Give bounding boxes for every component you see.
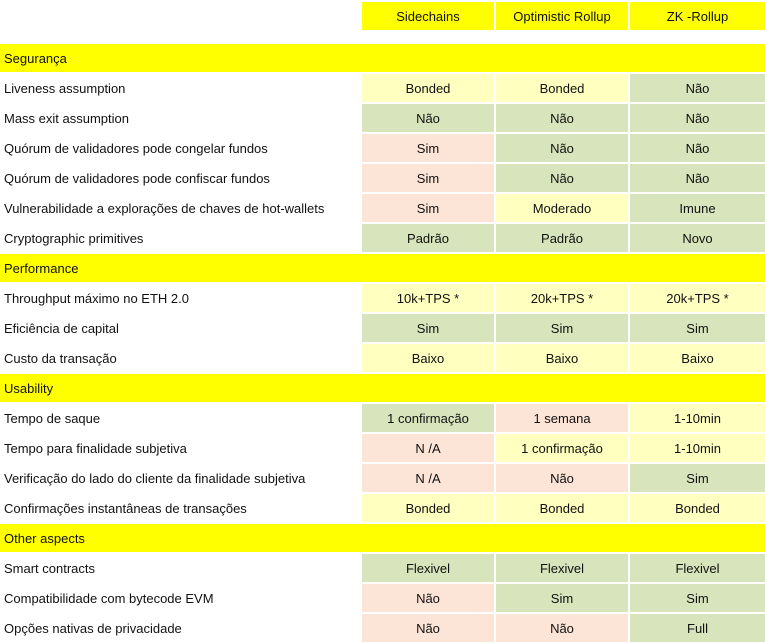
table-cell: Não (630, 74, 765, 102)
table-cell: 1-10min (630, 434, 765, 462)
table-cell: Baixo (496, 344, 628, 372)
table-row (0, 194, 765, 224)
table-row (0, 464, 765, 494)
row-label: Tempo de saque (4, 410, 101, 426)
table-row (0, 404, 765, 434)
row-label: Quórum de validadores pode confiscar fundos (4, 170, 270, 186)
table-row (0, 344, 765, 374)
row-label: Smart contracts (4, 560, 96, 576)
column-header-zk-rollup: ZK -Rollup (630, 2, 765, 30)
table-cell: Sim (630, 464, 765, 492)
table-cell: Não (630, 164, 765, 192)
table-cell: Flexivel (496, 554, 628, 582)
table-cell: Não (496, 104, 628, 132)
table-row (0, 584, 765, 614)
table-cell: Moderado (496, 194, 628, 222)
table-cell: Sim (496, 314, 628, 342)
table-row (0, 104, 765, 134)
table-cell: 20k+TPS * (630, 284, 765, 312)
table-cell: Sim (630, 584, 765, 612)
table-cell: Sim (362, 314, 494, 342)
table-cell: Não (362, 614, 494, 642)
section-header: Segurança (0, 44, 765, 72)
column-header-sidechains: Sidechains (362, 2, 494, 30)
table-cell: N /A (362, 434, 494, 462)
table-row (0, 614, 765, 644)
table-row (0, 494, 765, 524)
section-header: Usability (0, 374, 765, 402)
row-label: Eficiência de capital (4, 320, 119, 336)
table-row (0, 554, 765, 584)
table-cell: Flexivel (362, 554, 494, 582)
table-cell: Não (496, 134, 628, 162)
table-cell: Sim (362, 194, 494, 222)
table-cell: Não (362, 584, 494, 612)
row-label: Confirmações instantâneas de transações (4, 500, 247, 516)
table-cell: Bonded (362, 494, 494, 522)
table-cell: 10k+TPS * (362, 284, 494, 312)
table-cell: Sim (362, 134, 494, 162)
table-row (0, 74, 765, 104)
table-cell: Não (630, 134, 765, 162)
row-label: Throughput máximo no ETH 2.0 (4, 290, 189, 306)
table-cell: N /A (362, 464, 494, 492)
table-cell: Não (630, 104, 765, 132)
table-cell: Não (496, 164, 628, 192)
table-row (0, 134, 765, 164)
table-cell: Não (362, 104, 494, 132)
table-cell: Sim (496, 584, 628, 612)
table-cell: Novo (630, 224, 765, 252)
section-header: Performance (0, 254, 765, 282)
table-cell: 1 semana (496, 404, 628, 432)
table-row (0, 314, 765, 344)
table-cell: Bonded (496, 74, 628, 102)
row-label: Mass exit assumption (4, 110, 129, 126)
header-row (0, 0, 765, 32)
row-label: Verificação do lado do cliente da finalidade subjetiva (4, 470, 306, 486)
row-label: Quórum de validadores pode congelar fundos (4, 140, 268, 156)
column-header-optimistic-rollup: Optimistic Rollup (496, 2, 628, 30)
row-label: Liveness assumption (4, 80, 126, 96)
table-cell: Full (630, 614, 765, 642)
table-cell: Não (496, 614, 628, 642)
row-label: Tempo para finalidade subjetiva (4, 440, 187, 456)
table-cell: Bonded (362, 74, 494, 102)
table-row (0, 224, 765, 254)
table-cell: Imune (630, 194, 765, 222)
row-label: Vulnerabilidade a explorações de chaves de hot-wallets (4, 200, 325, 216)
table-cell: 1 confirmação (362, 404, 494, 432)
table-cell: Bonded (496, 494, 628, 522)
table-body (0, 44, 765, 644)
header-blank (0, 0, 362, 32)
table-cell: Padrão (362, 224, 494, 252)
section-header: Other aspects (0, 524, 765, 552)
table-cell: Padrão (496, 224, 628, 252)
table-row (0, 284, 765, 314)
row-label: Opções nativas de privacidade (4, 620, 182, 636)
table-cell: Bonded (630, 494, 765, 522)
table-cell: Sim (630, 314, 765, 342)
table-cell: 20k+TPS * (496, 284, 628, 312)
table-cell: Flexivel (630, 554, 765, 582)
table-cell: Não (496, 464, 628, 492)
table-row (0, 164, 765, 194)
table-row (0, 434, 765, 464)
table-cell: Sim (362, 164, 494, 192)
row-label: Cryptographic primitives (4, 230, 144, 246)
table-cell: 1-10min (630, 404, 765, 432)
row-label: Custo da transação (4, 350, 117, 366)
table-cell: Baixo (630, 344, 765, 372)
table-cell: 1 confirmação (496, 434, 628, 462)
table-cell: Baixo (362, 344, 494, 372)
row-label: Compatibilidade com bytecode EVM (4, 590, 214, 606)
